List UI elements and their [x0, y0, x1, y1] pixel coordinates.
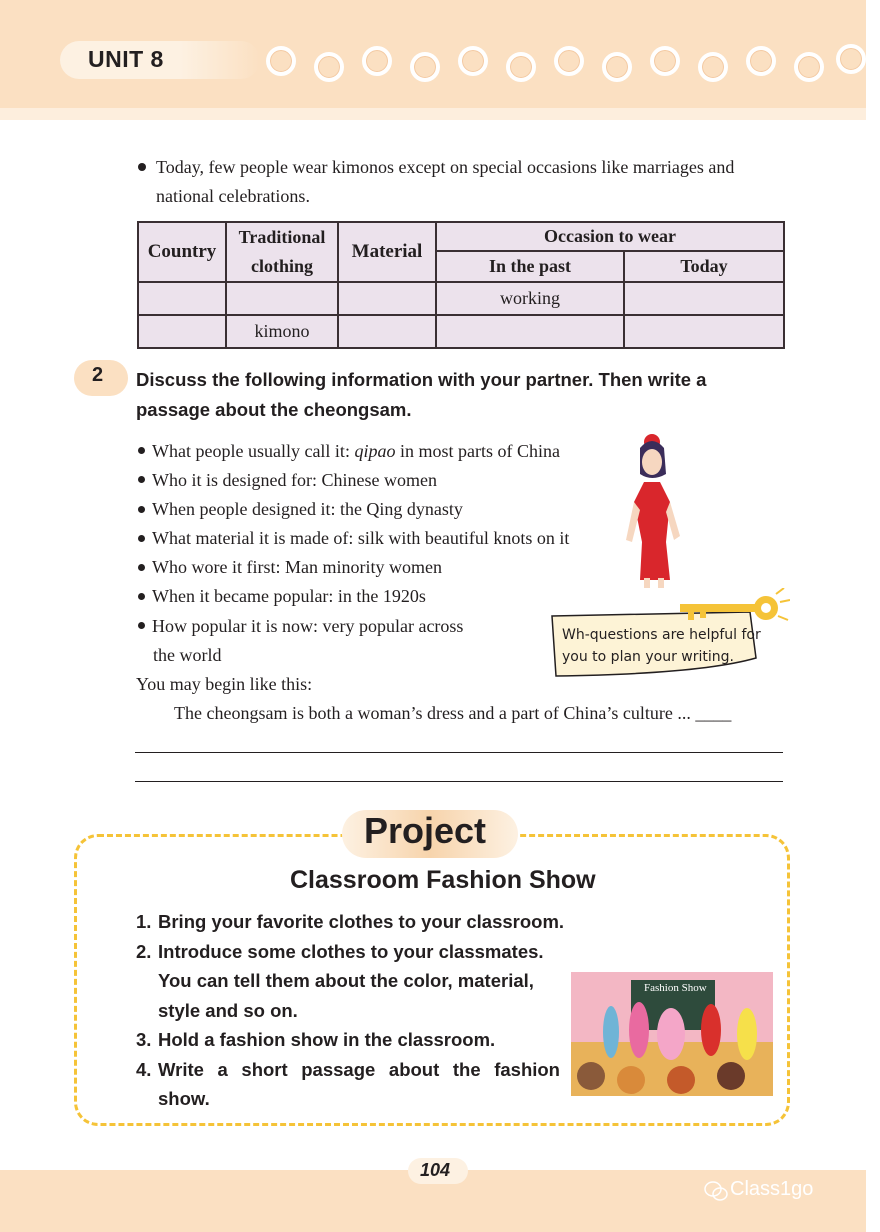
bullet-dot-icon — [138, 564, 145, 571]
col-country: Country — [138, 222, 226, 282]
begin-label: You may begin like this: — [136, 673, 313, 694]
key-icon — [680, 588, 790, 628]
bullet-dot-icon — [138, 535, 145, 542]
bullet-dot-icon — [138, 476, 145, 483]
ring-icon — [698, 52, 728, 82]
ring-icon — [746, 46, 776, 76]
col-traditional: Traditional clothing — [226, 222, 338, 282]
bullet-dot-icon — [138, 447, 145, 454]
list-item: When it became popular: in the 1920s — [138, 582, 731, 611]
table-cell — [436, 315, 624, 348]
ring-icon — [650, 46, 680, 76]
ring-icon — [410, 52, 440, 82]
starter-sentence: The cheongsam is both a woman’s dress and a part of China’s culture ... ____ — [174, 702, 732, 723]
ring-icon — [266, 46, 296, 76]
project-steps — [136, 907, 565, 1114]
bullet-dot-icon — [138, 622, 145, 629]
table-cell — [338, 282, 436, 315]
list-item: Who wore it first: Man minority women — [138, 553, 731, 582]
table-cell — [138, 282, 226, 315]
table-row — [138, 315, 784, 348]
intro-bullet-cont: national celebrations. — [156, 186, 310, 206]
header-band-light — [0, 108, 866, 120]
list-item: What material it is made of: silk with beautiful knots on it — [138, 524, 731, 553]
decorative-rings — [262, 38, 866, 82]
table-cell — [138, 315, 226, 348]
col-occasion: Occasion to wear — [436, 222, 784, 251]
fashion-show-sign: Fashion Show — [644, 982, 707, 994]
chat-icon — [704, 1180, 728, 1202]
unit-label: UNIT 8 — [88, 46, 164, 72]
project-step: 1. Bring your favorite clothes to your classroom. — [136, 911, 565, 932]
hint-text: Wh-questions are helpful for you to plan your writing. — [562, 627, 761, 665]
bullet-dot-icon — [138, 593, 145, 600]
project-subtitle: Classroom Fashion Show — [290, 866, 596, 894]
bullet-dot-icon — [138, 163, 146, 171]
cheongsam-girl-illustration — [610, 430, 690, 590]
page-number: 104 — [420, 1160, 451, 1180]
task-number: 2 — [92, 364, 104, 386]
table-cell — [624, 282, 784, 315]
ring-icon — [554, 46, 584, 76]
list-item: How popular it is now: very popular across — [138, 612, 731, 641]
writing-line[interactable] — [135, 752, 783, 753]
project-title: Project — [364, 810, 487, 851]
ring-icon — [836, 44, 866, 74]
col-past: In the past — [436, 251, 624, 282]
intro-bullet: Today, few people wear kimonos except on special occasions like marriages and — [138, 153, 734, 182]
bullet-dot-icon — [138, 506, 145, 513]
table-cell — [338, 315, 436, 348]
ring-icon — [506, 52, 536, 82]
watermark: Class1go — [730, 1178, 814, 1200]
col-material: Material — [338, 222, 436, 282]
table-cell: working — [436, 282, 624, 315]
table-cell — [226, 282, 338, 315]
ring-icon — [794, 52, 824, 82]
task-instruction: Discuss the following information with your partner. Then write a passage about the cheongsam. — [136, 369, 707, 420]
writing-line[interactable] — [135, 781, 783, 782]
ring-icon — [602, 52, 632, 82]
ring-icon — [362, 46, 392, 76]
project-step: 4. Write a short passage about the fashion show. — [136, 1058, 560, 1109]
list-item-cont: the world — [153, 644, 222, 665]
ring-icon — [458, 46, 488, 76]
col-today: Today — [624, 251, 784, 282]
project-step: 3. Hold a fashion show in the classroom. — [136, 1029, 496, 1050]
list-item: What people usually call it: qipao in most parts of China — [138, 437, 731, 466]
table-row — [138, 282, 784, 315]
clothing-table — [137, 221, 785, 349]
table-cell — [624, 315, 784, 348]
project-step: 2. Introduce some clothes to your classmates. You can tell them about the color, material, style and so on. — [136, 940, 544, 1021]
list-item: Who it is designed for: Chinese women — [138, 466, 731, 495]
table-cell: kimono — [226, 315, 338, 348]
list-item: When people designed it: the Qing dynasty — [138, 495, 731, 524]
ring-icon — [314, 52, 344, 82]
